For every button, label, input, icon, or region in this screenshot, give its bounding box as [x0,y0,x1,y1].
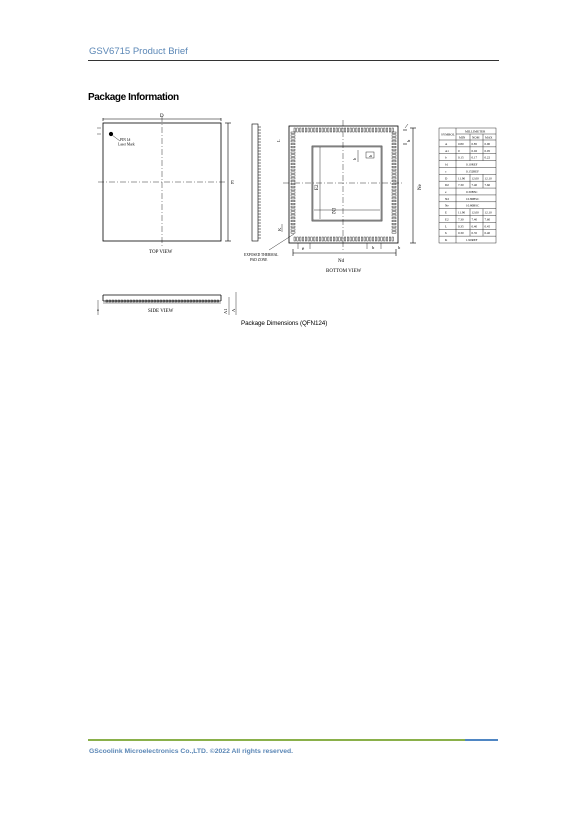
table-cell-symbol: Nd [445,196,449,201]
table-cell-value: 12.10 [484,176,492,181]
dim-e-label: E [231,181,235,186]
table-cell-value: 7.30 [458,217,464,222]
table-cell-symbol: K [445,238,448,243]
table-cell-value: 0.30BSC [466,190,478,195]
table-col-min: MIN [459,135,466,140]
footer-bar [88,739,465,741]
footer-bar-accent [465,739,498,741]
dim-e2-label: E2 [315,184,320,190]
table-cell-value: 0.05 [484,148,491,153]
pad-zone-label-2: PAD ZONE [250,258,268,262]
dim-c-label: c [95,309,100,311]
table-group-header: MILLIMETER [465,129,486,134]
table-cell-value: 0.35 [471,231,478,236]
table-cell-value: 0.85 [471,141,478,146]
table-cell-value: 0.22 [484,155,491,160]
table-cell-symbol: c [445,169,447,174]
pad-zone-label: EXPOSED THERMAL [244,253,279,257]
package-drawing [0,0,588,340]
table-cell-value: 0.90 [484,141,491,146]
dim-nd-label: Nd [338,259,345,264]
table-cell-value: 0.80 [458,141,464,146]
table-cell-symbol: E2 [445,217,449,222]
table-cell-value: 0.10REF [466,162,478,167]
edge-view [252,124,261,241]
table-cell-value: 10.80BSC [466,203,480,208]
dim-h2-label: h [368,154,373,157]
table-cell-value: 0.15 [458,155,464,160]
table-cell-symbol: A [445,141,448,146]
table-cell-value: 7.60 [484,183,491,188]
table-cell-value: 1.90REF [466,238,478,243]
dim-k-label: K [277,227,282,231]
table-cell-symbol: b [445,155,447,160]
table-cell-symbol: Ne [445,203,449,208]
table-cell-value: 0 [458,148,460,153]
dim-a1-label: A1 [223,308,228,314]
table-cell-value: 0.35 [458,224,464,229]
dim-b1-label: b [372,245,375,250]
bottom-view-label: BOTTOM VIEW [326,269,362,274]
table-col-max: MAX [485,135,493,140]
table-cell-symbol: h [445,231,447,236]
dim-l-label: L [276,139,281,142]
table-cell-value: 0.30 [458,231,464,236]
table-col-nom: NOM [472,135,480,140]
top-view-label: TOP VIEW [149,250,173,255]
dim-w-label: b [406,139,411,142]
table-cell-symbol: A1 [445,148,449,153]
table-cell-value: 0.17 [471,155,478,160]
table-cell-value: 0.40 [471,224,478,229]
table-cell-symbol: D2 [445,183,449,188]
bottom-view [269,120,416,256]
top-view [97,116,231,246]
dim-ne-label: Ne [418,184,423,190]
table-cell-value: 10.80BSC [466,196,480,201]
table-cell-value: 7.60 [484,217,491,222]
table-cell-symbol: E [445,210,447,215]
table-cell-value: 7.40 [471,183,478,188]
table-cell-symbol: L [445,224,447,229]
table-cell-value: 12.10 [484,210,492,215]
table-cell-value: 12.00 [471,210,479,215]
table-cell-symbol: b1 [445,162,449,167]
side-view-label: SIDE VIEW [148,309,174,314]
dim-d2-label: D2 [330,208,335,215]
table-cell-value: 12.00 [471,176,479,181]
table-cell-value: 0.02 [471,148,478,153]
table-cell-symbol: e [445,190,447,195]
table-cell-value: 0.152REF [466,169,480,174]
pin1-label: PIN 1# [120,138,131,142]
figure-caption: Package Dimensions (QFN124) [241,320,328,327]
dim-d-label: D [160,114,164,119]
table-cell-value: 11.90 [458,210,466,215]
dim-b-label: b [398,245,401,250]
dim-a-label: A [231,308,236,312]
table-cell-value: 7.40 [471,217,478,222]
table-cell-value: 11.90 [458,176,466,181]
table-cell-value: 7.30 [458,183,464,188]
pin1-label-2: Laser Mark [118,142,135,147]
footer-copyright: GScoolink Microelectronics Co.,LTD. ©2022 All rights reserved. [89,748,294,755]
dim-e-pitch-label: e [302,247,305,252]
table-symbol-header: SYMBOL [441,132,455,137]
header-title: GSV6715 Product Brief [89,46,188,57]
table-cell-value: 0.45 [484,224,491,229]
table-cell-value: 0.40 [484,231,491,236]
section-heading: Package Information [88,92,179,103]
table-cell-symbol: D [445,176,448,181]
dim-h-label: h [352,157,357,160]
